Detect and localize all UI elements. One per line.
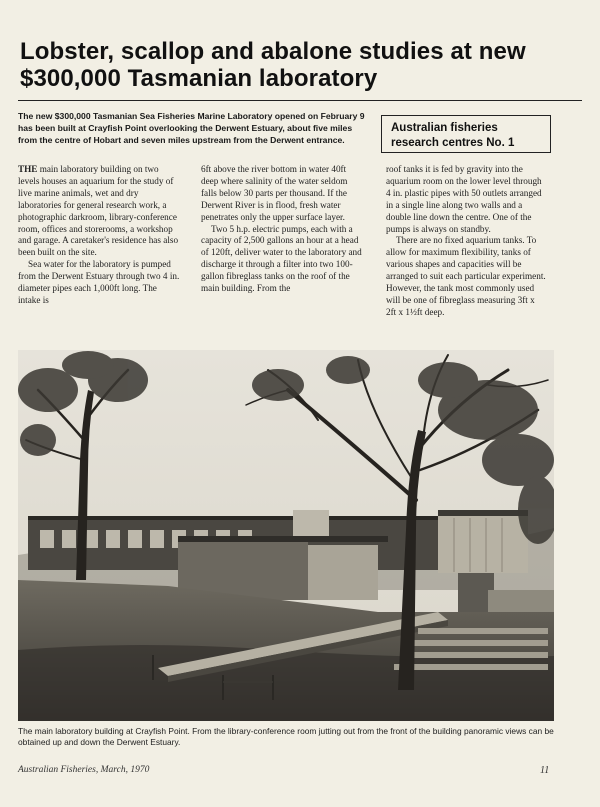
column-1-paragraph-2: Sea water for the laboratory is pumped from the Derwent Estuary through two 4 in. diameter pipes each 1,000ft long. The intake is — [18, 259, 180, 305]
title-line-1: Lobster, scallop and abalone studies at new — [20, 38, 526, 65]
series-label-box — [381, 115, 551, 153]
article-column-3 — [386, 164, 546, 319]
laboratory-photo-illustration — [18, 350, 554, 721]
article-title — [20, 38, 580, 92]
column-1-paragraph-1-text: main laboratory building on two levels houses an aquarium for the study of live marine animals, wet and dry laboratories for general research work, a photographic darkroom, library-conference room, offices and storerooms, a workshop and garage. A caretaker's residence has also been built on the site. — [18, 164, 179, 258]
column-2-paragraph-1: 6ft above the river bottom in water 40ft deep where salinity of the water seldom falls below 30 parts per thousand. If the Derwent River is in flood, fresh water penetrates only the upper surface layer. — [201, 164, 348, 222]
article-column-1 — [18, 164, 180, 307]
title-rule — [18, 100, 582, 101]
column-1-paragraph-1 — [18, 164, 180, 259]
series-label-line-1: Australian fisheries — [391, 122, 498, 134]
photo-caption: The main laboratory building at Crayfish Point. From the library-conference room jutting out from the front of the building panoramic views can be obtained up and down the Derwent Estuary. — [18, 726, 554, 748]
column-3-paragraph-1: roof tanks it is fed by gravity into the aquarium room on the lower level through 4 in. plastic pipes with 50 outlets arranged in a single line along two walls and a double line down the centre. One of the pumps is always on standby. — [386, 164, 542, 234]
title-line-2: $300,000 Tasmanian laboratory — [20, 65, 378, 92]
journal-footer: Australian Fisheries, March, 1970 — [18, 765, 150, 775]
article-intro: The new $300,000 Tasmanian Sea Fisheries Marine Laboratory opened on February 9 has been built at Crayfish Point overlooking the Derwent Estuary, about five miles from the centre of Hobart and seven miles upstream from the Derwent entrance. — [18, 111, 365, 145]
column-2-paragraph-2: Two 5 h.p. electric pumps, each with a capacity of 2,500 gallons an hour at a head of 120ft, deliver water to the laboratory and discharge it through a filter into two 100-gallon fibreglass tanks on the roof of the main building. From the — [201, 223, 362, 294]
series-label-line-2: research centres No. 1 — [391, 137, 515, 149]
laboratory-photo — [18, 350, 554, 721]
article-column-2 — [201, 164, 364, 295]
lead-word: THE — [18, 164, 38, 174]
column-3-paragraph-2: There are no fixed aquarium tanks. To allow for maximum flexibility, tanks of various shapes and capacities will be arranged to suit each particular experiment. However, the tank most commonly used will be one of fibreglass measuring 3ft x 2ft x 1½ft deep. — [386, 235, 546, 317]
page-number: 11 — [540, 765, 550, 776]
